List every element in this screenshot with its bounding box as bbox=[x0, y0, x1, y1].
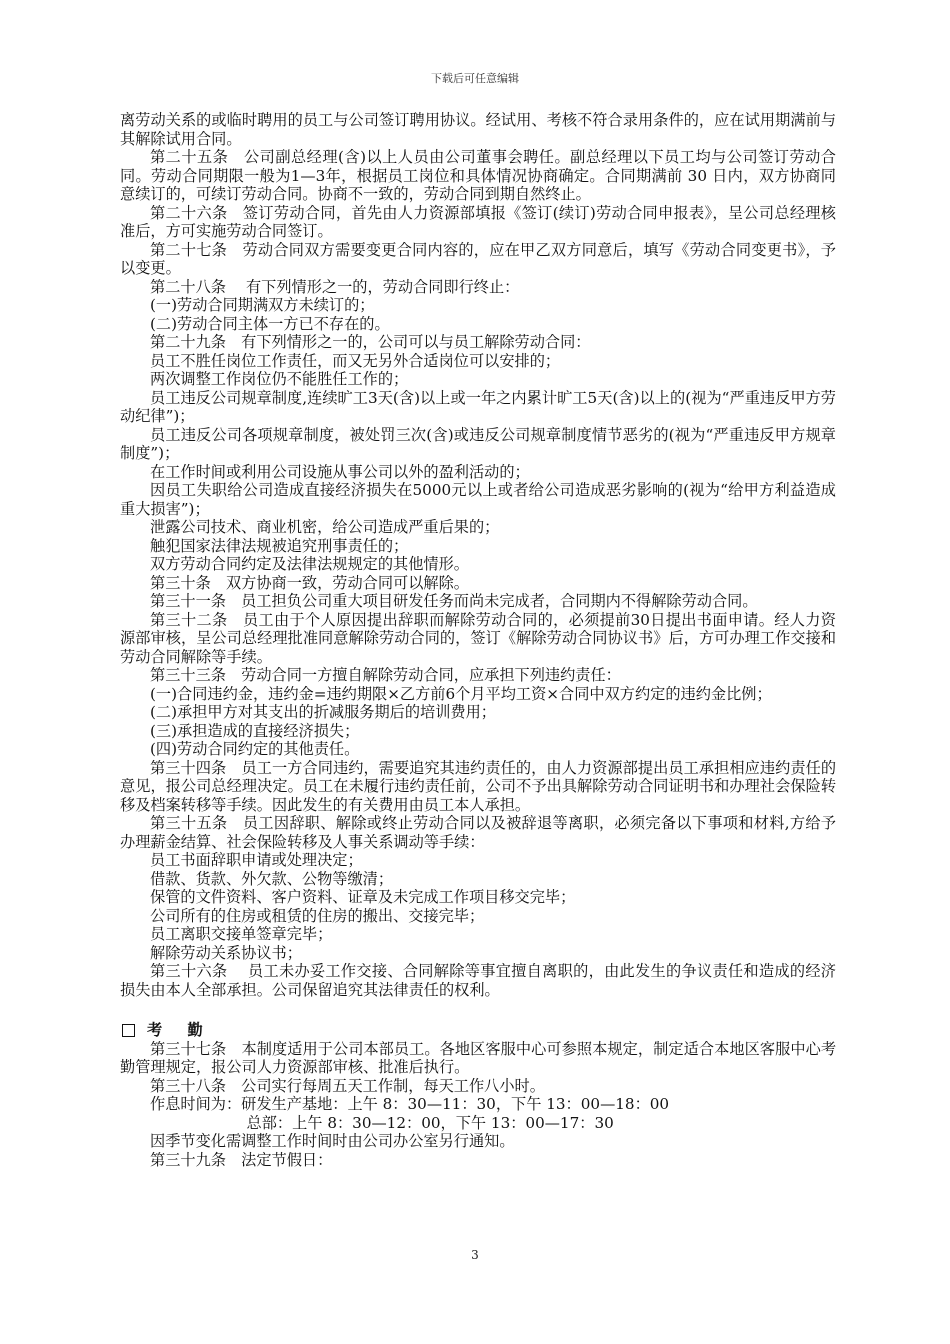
paragraph: 第三十条 双方协商一致，劳动合同可以解除。 bbox=[150, 573, 469, 592]
paragraph: 第三十四条 员工一方合同违约，需要追究其违约责任的，由人力资源部提出员工承担相应违约责任的意见，报公司总经理决定。员工在未履行违约责任前，公司不予出具解除劳动合同证明书和办理社会保险转移及档案转移等手续。因此发生的有关费用由员工本人承担。 bbox=[120, 758, 836, 814]
paragraph: 员工离职交接单签章完毕； bbox=[150, 925, 333, 943]
paragraph: 员工不胜任岗位工作责任，而又无另外合适岗位可以安排的； bbox=[150, 351, 561, 370]
paragraph: 离劳动关系的或临时聘用的员工与公司签订聘用协议。经试用、考核不符合录用条件的，应在试用期满前与其解除试用合同。 bbox=[120, 111, 836, 148]
attendance-articles bbox=[120, 1040, 836, 1096]
paragraph: (一)劳动合同期满双方未续订的； bbox=[150, 296, 375, 314]
paragraph: (二)劳动合同主体一方已不存在的。 bbox=[150, 314, 390, 333]
paragraph: 员工书面辞职申请或处理决定； bbox=[150, 851, 363, 869]
paragraph: 第三十三条 劳动合同一方擅自解除劳动合同，应承担下列违约责任： bbox=[150, 666, 621, 684]
paragraph: 员工违反公司各项规章制度，被处罚三次(含)或违反公司规章制度情节恶劣的(视为“严重违反甲方规章制度”)； bbox=[120, 425, 836, 462]
checkbox-square-icon bbox=[122, 1024, 135, 1037]
paragraph: 双方劳动合同约定及法律法规规定的其他情形。 bbox=[150, 555, 469, 573]
paragraph: 第三十一条 员工担负公司重大项目研发任务而尚未完成者，合同期内不得解除劳动合同。 bbox=[150, 592, 758, 610]
section-gap bbox=[120, 999, 836, 1021]
section-heading bbox=[120, 1021, 836, 1040]
section-title: 考 勤 bbox=[147, 1021, 213, 1039]
paragraph: 第三十九条 法定节假日： bbox=[150, 1150, 333, 1169]
paragraph: 公司所有的住房或租赁的住房的搬出、交接完毕； bbox=[150, 906, 485, 925]
paragraph: 第三十七条 本制度适用于公司本部员工。各地区客服中心可参照本规定，制定适合本地区客服中心考勤管理规定，报公司人力资源部审核、批准后执行。 bbox=[120, 1039, 836, 1076]
page-header: 下载后可任意编辑 bbox=[431, 72, 519, 85]
paragraph: (一)合同违约金，违约金=违约期限×乙方前6个月平均工资×合同中双方约定的违约金比例； bbox=[150, 684, 772, 703]
paragraph: 第三十八条 公司实行每周五天工作制，每天工作八小时。 bbox=[150, 1076, 545, 1095]
page-number: 3 bbox=[471, 1248, 479, 1262]
paragraph: 第二十六条 签订劳动合同，首先由人力资源部填报《签订(续订)劳动合同申报表》，呈公司总经理核准后，方可实施劳动合同签订。 bbox=[120, 203, 836, 240]
paragraph: 泄露公司技术、商业机密，给公司造成严重后果的； bbox=[150, 518, 500, 536]
schedule-line: 作息时间为：研发生产基地：上午 8：30—11：30，下午 13：00—18：00 bbox=[150, 1095, 670, 1113]
contract-articles bbox=[120, 111, 836, 999]
paragraph: 第三十六条 员工未办妥工作交接、合同解除等事宜擅自离职的，由此发生的争议责任和造成的经济损失由本人全部承担。公司保留追究其法律责任的权利。 bbox=[120, 962, 836, 999]
paragraph: 员工违反公司规章制度,连续旷工3天(含)以上或一年之内累计旷工5天(含)以上的(视为“严重违反甲方劳动纪律”)； bbox=[120, 388, 836, 425]
closing-articles bbox=[120, 1132, 836, 1169]
paragraph: 借款、货款、外欠款、公物等缴清； bbox=[150, 869, 393, 888]
paragraph: 第三十五条 员工因辞职、解除或终止劳动合同以及被辞退等离职，必须完备以下事项和材料,方给予办理薪金结算、社会保险转移及人事关系调动等手续： bbox=[120, 814, 836, 851]
paragraph: (三)承担造成的直接经济损失； bbox=[150, 721, 360, 740]
paragraph: 两次调整工作岗位仍不能胜任工作的； bbox=[150, 370, 409, 388]
paragraph: 保管的文件资料、客户资料、证章及未完成工作项目移交完毕； bbox=[150, 888, 576, 906]
paragraph: (四)劳动合同约定的其他责任。 bbox=[150, 740, 360, 758]
paragraph: 在工作时间或利用公司设施从事公司以外的盈利活动的； bbox=[150, 462, 530, 481]
paragraph: 第二十五条 公司副总经理(含)以上人员由公司董事会聘任。副总经理以下员工均与公司签订劳动合同。劳动合同期限一般为1—3年，根据员工岗位和具体情况协商确定。合同期满前 30 日内，双方协商同意续订的，可续订劳动合同。协商不一致的，劳动合同到期自然终止。 bbox=[120, 148, 836, 203]
paragraph: 第二十九条 有下列情形之一的，公司可以与员工解除劳动合同： bbox=[150, 333, 591, 351]
paragraph: 因员工失职给公司造成直接经济损失在5000元以上或者给公司造成恶劣影响的(视为“给甲方利益造成重大损害”)； bbox=[120, 481, 836, 518]
paragraph: 第二十七条 劳动合同双方需要变更合同内容的，应在甲乙双方同意后，填写《劳动合同变更书》，予以变更。 bbox=[120, 240, 836, 277]
paragraph: 第三十二条 员工由于个人原因提出辞职而解除劳动合同的，必须提前30日提出书面申请。经人力资源部审核，呈公司总经理批准同意解除劳动合同的，签订《解除劳动合同协议书》后，方可办理工作交接和劳动合同解除等手续。 bbox=[120, 610, 836, 666]
document-body bbox=[120, 111, 836, 1169]
paragraph: 第二十八条 有下列情形之一的，劳动合同即行终止： bbox=[150, 277, 520, 296]
paragraph: 因季节变化需调整工作时间时由公司办公室另行通知。 bbox=[150, 1132, 515, 1150]
paragraph: 解除劳动关系协议书； bbox=[150, 943, 302, 962]
paragraph: (二)承担甲方对其支出的折减服务期后的培训费用； bbox=[150, 703, 496, 721]
paragraph: 触犯国家法律法规被追究刑事责任的； bbox=[150, 536, 409, 555]
schedule-line: 总部：上午 8：30—12：00，下午 13：00—17：30 bbox=[150, 1113, 614, 1132]
